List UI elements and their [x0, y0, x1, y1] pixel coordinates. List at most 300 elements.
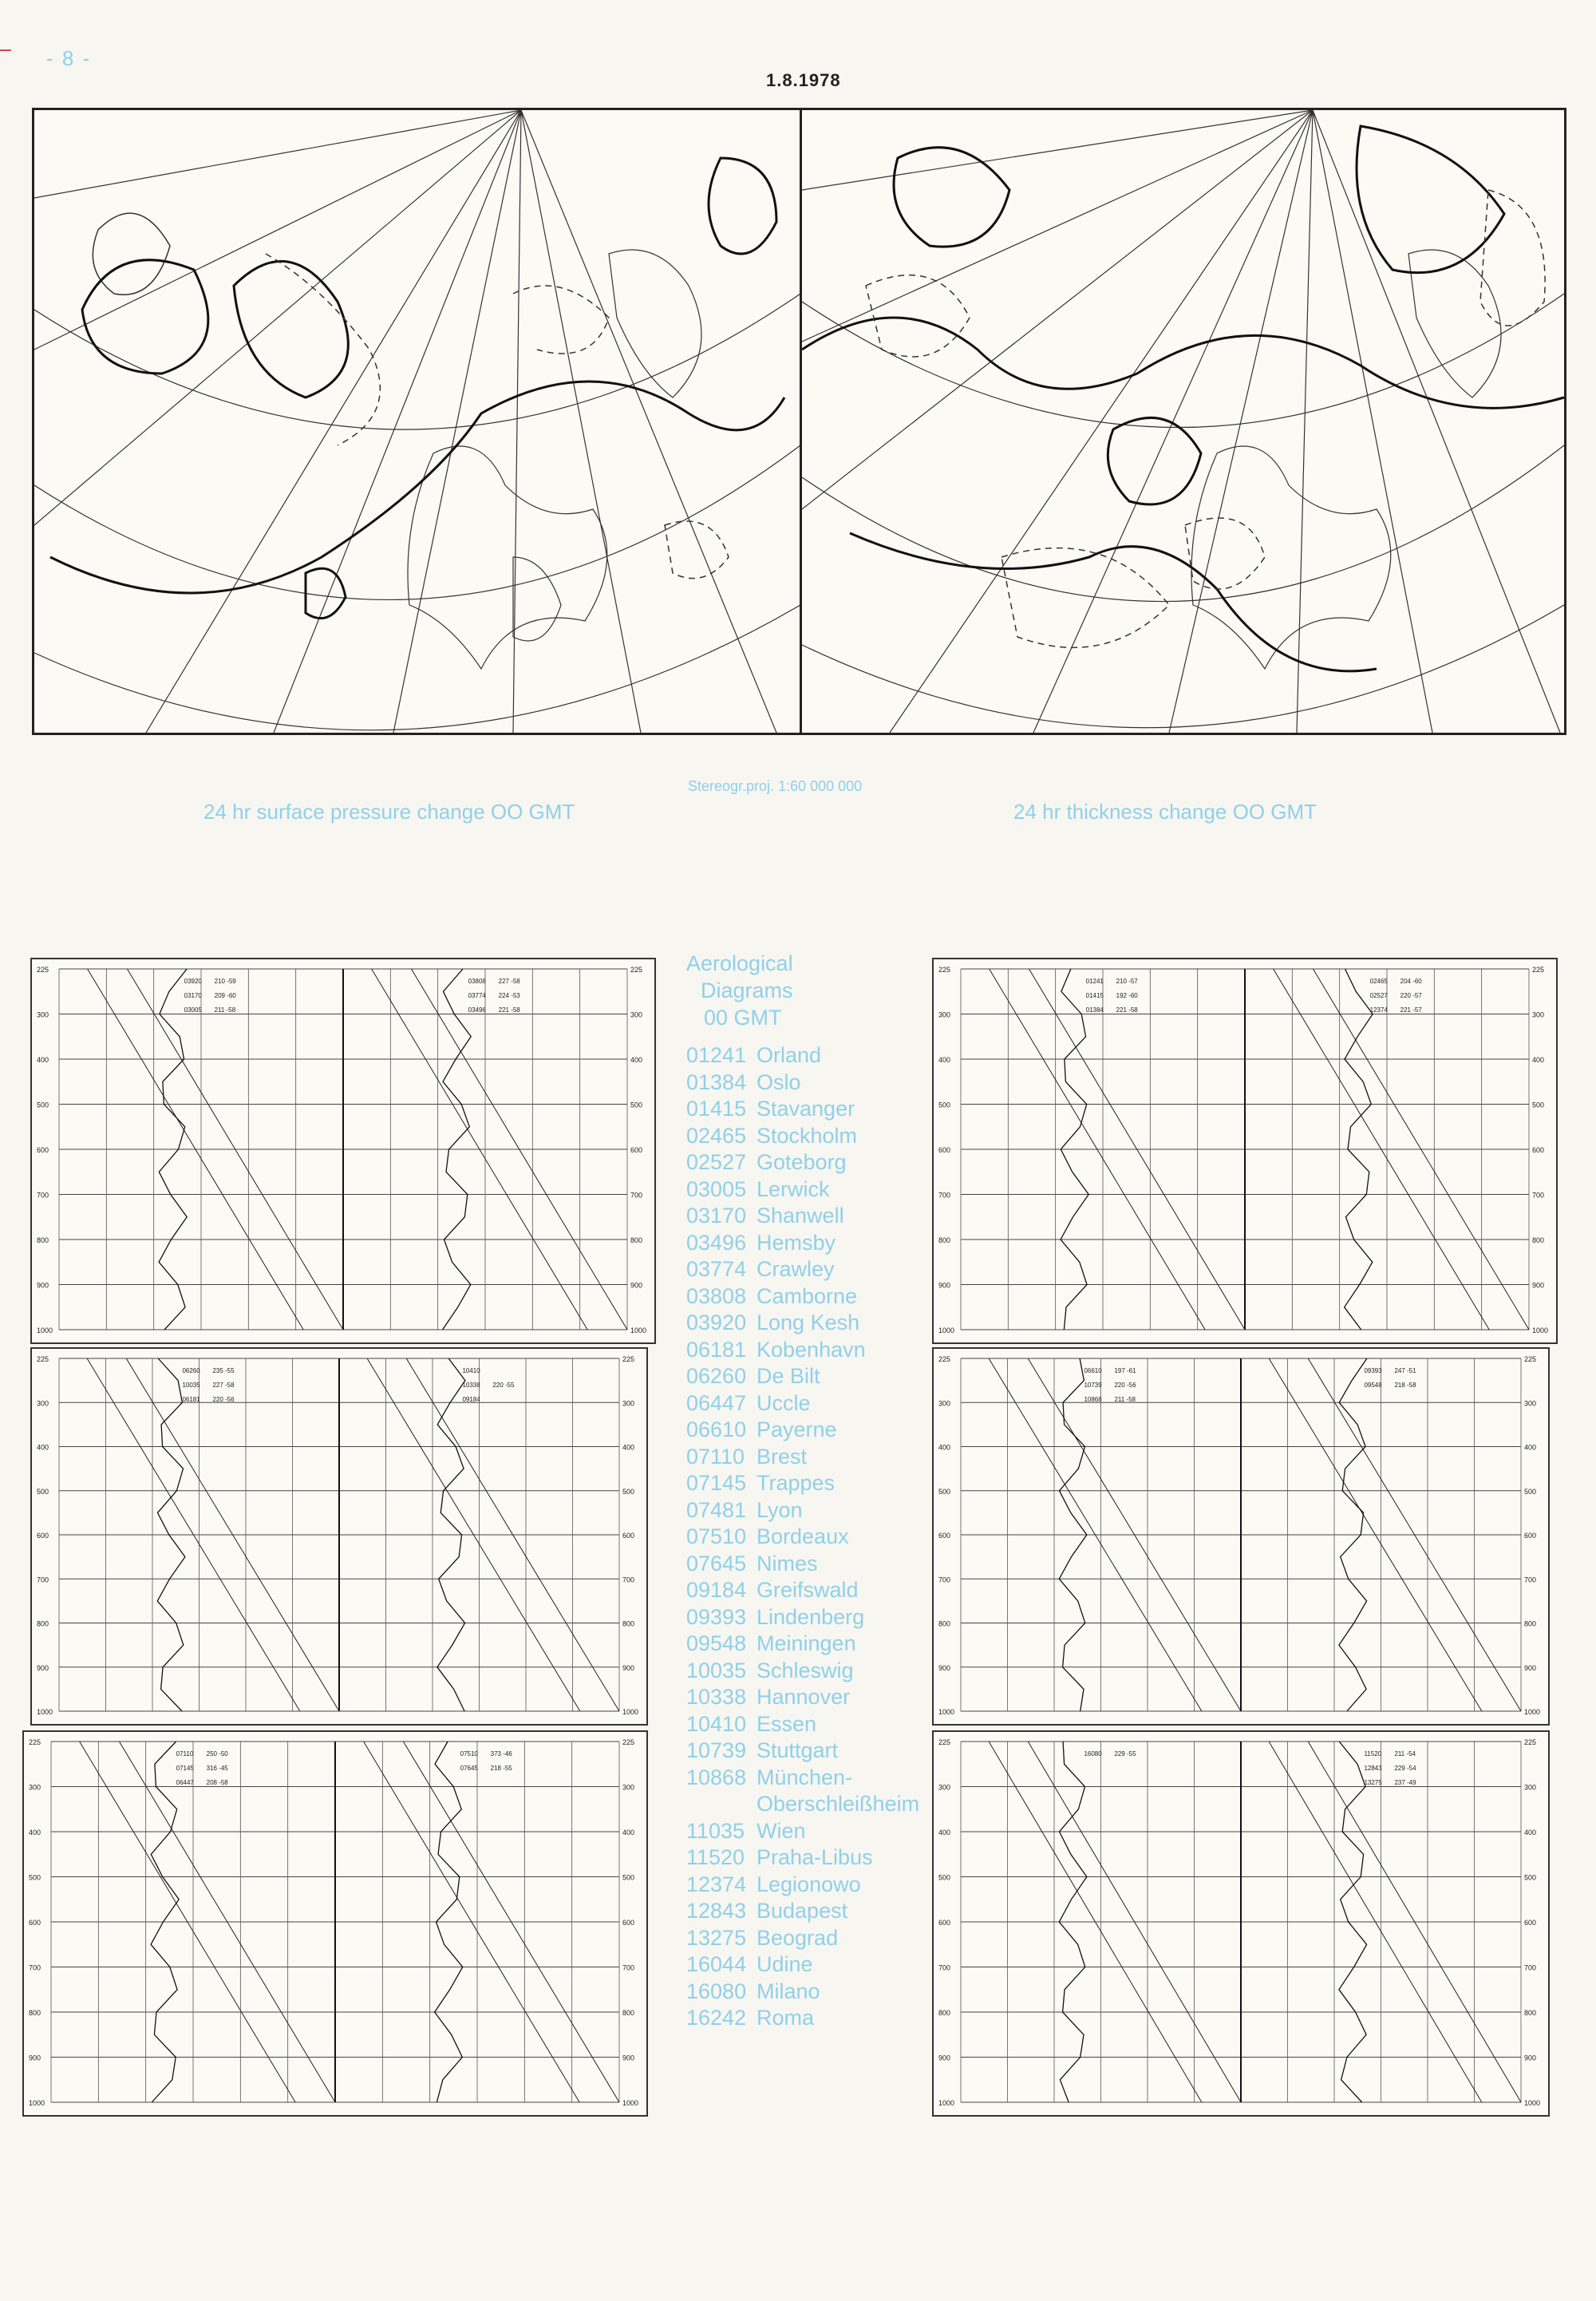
- station-row: [686, 1979, 926, 2006]
- station-code-label: 10035: [182, 1382, 200, 1389]
- station-value-label: 229 -55: [1114, 1750, 1136, 1757]
- station-name: Oslo: [757, 1069, 801, 1094]
- pressure-label: 1000: [938, 2099, 955, 2107]
- station-row: [686, 1711, 926, 1738]
- pressure-label: 800: [1524, 2009, 1537, 2017]
- pressure-label: 600: [622, 1532, 635, 1540]
- station-code-label: 13275: [1364, 1779, 1382, 1786]
- station-name: Orland: [757, 1043, 822, 1067]
- station-code-label: 06610: [1084, 1367, 1102, 1374]
- station-code: 10410: [686, 1711, 747, 1736]
- station-code: 10338: [686, 1685, 747, 1709]
- pressure-label: 400: [938, 1443, 951, 1452]
- station-value-label: 211 -58: [214, 1006, 236, 1014]
- station-value-label: 235 -55: [212, 1367, 235, 1374]
- station-row: [686, 1176, 926, 1204]
- station-value-label: 227 -58: [212, 1382, 235, 1389]
- station-code-label: 09184: [462, 1396, 480, 1403]
- station-code: 07110: [686, 1444, 745, 1469]
- station-row: [686, 1283, 926, 1311]
- pressure-label: 700: [622, 1963, 635, 1972]
- station-code-label: 01384: [1085, 1006, 1104, 1014]
- pressure-label: 300: [1524, 1783, 1537, 1792]
- station-name: Long Kesh: [757, 1311, 860, 1334]
- pressure-label: 700: [37, 1576, 49, 1584]
- pressure-label: 225: [1524, 1738, 1537, 1746]
- pressure-label: 300: [938, 1399, 951, 1408]
- station-row: [686, 1337, 926, 1364]
- station-row: [686, 1123, 926, 1150]
- station-row: [686, 1096, 926, 1123]
- station-value-label: 204 -60: [1400, 978, 1422, 985]
- station-value-label: 237 -49: [1394, 1779, 1416, 1786]
- pressure-label: 225: [938, 1738, 951, 1746]
- pressure-label: 225: [630, 966, 643, 974]
- pressure-label: 1000: [29, 2099, 45, 2107]
- pressure-label: 700: [1524, 1576, 1537, 1584]
- pressure-label: 800: [37, 1236, 49, 1244]
- thickness-change-map: [800, 108, 1566, 735]
- station-code-label: 10868: [1084, 1396, 1102, 1403]
- station-name: Uccle: [757, 1390, 811, 1415]
- pressure-label: 400: [630, 1056, 643, 1064]
- pressure-label: 800: [37, 1619, 49, 1628]
- pressure-label: 300: [37, 1010, 49, 1019]
- station-code: 10035: [686, 1658, 747, 1682]
- surface-pressure-change-map: [32, 108, 803, 735]
- pressure-label: 600: [938, 1532, 951, 1540]
- pressure-label: 900: [1524, 2054, 1537, 2062]
- station-value-label: 210 -57: [1116, 978, 1138, 985]
- station-code-label: 07110: [176, 1750, 194, 1757]
- station-name: Budapest: [757, 1899, 848, 1923]
- station-code: 06610: [686, 1417, 747, 1441]
- station-code: 09548: [686, 1631, 747, 1655]
- station-row: [686, 1042, 926, 1069]
- station-row: [686, 1524, 926, 1551]
- station-row: [686, 1444, 926, 1471]
- pressure-label: 225: [938, 1355, 951, 1363]
- pressure-label: 800: [630, 1236, 643, 1244]
- diagram-drawing: [24, 1732, 646, 2115]
- station-name: Oberschleißheim: [757, 1792, 920, 1816]
- station-code-label: 02465: [1369, 978, 1388, 985]
- diagram-drawing: [934, 959, 1556, 1342]
- pressure-label: 900: [938, 2054, 951, 2062]
- pressure-label: 800: [1524, 1619, 1537, 1628]
- station-list: [686, 1042, 926, 2032]
- pressure-label: 500: [1532, 1101, 1545, 1109]
- aerological-diagram: [932, 1347, 1550, 1726]
- pressure-label: 300: [29, 1783, 41, 1792]
- pressure-label: 1000: [938, 1326, 955, 1334]
- station-row: [686, 1951, 926, 1979]
- aerological-diagram: [30, 1347, 648, 1726]
- pressure-label: 500: [938, 1487, 951, 1496]
- pressure-label: 400: [622, 1443, 635, 1452]
- diagram-drawing: [934, 1732, 1548, 2115]
- caption-right-map: 24 hr thickness change OO GMT: [1013, 800, 1317, 824]
- station-code: 02527: [686, 1150, 747, 1174]
- station-name: Shanwell: [757, 1204, 844, 1228]
- station-name: Payerne: [757, 1417, 837, 1441]
- diagram-drawing: [32, 1349, 646, 1724]
- pressure-label: 500: [630, 1101, 643, 1109]
- station-value-label: 221 -57: [1400, 1006, 1422, 1014]
- pressure-label: 600: [938, 1146, 951, 1154]
- station-value-label: 373 -46: [490, 1750, 512, 1757]
- legend-title: [686, 950, 926, 1031]
- pressure-label: 400: [938, 1056, 951, 1064]
- station-code: 03808: [686, 1283, 747, 1308]
- pressure-label: 800: [938, 1619, 951, 1628]
- pressure-label: 900: [37, 1663, 49, 1672]
- margin-mark: [0, 49, 11, 51]
- station-value-label: 192 -60: [1116, 992, 1138, 999]
- station-code-label: 07510: [460, 1750, 478, 1757]
- station-value-label: 224 -53: [498, 992, 520, 999]
- pressure-label: 300: [37, 1399, 49, 1408]
- legend-title-line: Aerological: [686, 951, 793, 975]
- station-code-label: 09548: [1364, 1382, 1382, 1389]
- station-row: [686, 1738, 926, 1765]
- station-row: [686, 1872, 926, 1899]
- station-name: Kobenhavn: [757, 1337, 866, 1362]
- station-code-label: 06260: [182, 1367, 200, 1374]
- map-drawing: [34, 110, 800, 733]
- pressure-label: 800: [938, 1236, 951, 1244]
- station-name: Greifswald: [757, 1578, 859, 1602]
- station-code-label: 12843: [1364, 1765, 1382, 1772]
- station-name: Schleswig: [757, 1658, 854, 1682]
- station-value-label: 210 -59: [214, 978, 236, 985]
- station-code: 12843: [686, 1899, 747, 1923]
- station-code: 06181: [686, 1337, 747, 1362]
- station-code-label: 07145: [176, 1765, 194, 1772]
- station-row: [686, 1417, 926, 1444]
- pressure-label: 225: [622, 1355, 635, 1363]
- station-value-label: 221 -58: [1116, 1006, 1138, 1014]
- pressure-label: 600: [1524, 1919, 1537, 1927]
- pressure-label: 700: [1532, 1191, 1545, 1200]
- station-value-label: 221 -58: [498, 1006, 520, 1014]
- station-row: [686, 1069, 926, 1097]
- station-value-label: 197 -61: [1114, 1367, 1136, 1374]
- station-value-label: 229 -54: [1394, 1765, 1416, 1772]
- aerological-diagram: [22, 1730, 648, 2117]
- station-code: 11035: [686, 1818, 745, 1843]
- pressure-label: 225: [1532, 966, 1545, 974]
- station-name: Lyon: [757, 1497, 803, 1522]
- station-row: [686, 1844, 926, 1872]
- station-row: [686, 1577, 926, 1604]
- station-code: 16080: [686, 1979, 747, 2003]
- station-value-label: 247 -51: [1394, 1367, 1416, 1374]
- date-heading: 1.8.1978: [766, 70, 841, 90]
- pressure-label: 900: [37, 1281, 49, 1290]
- station-row: [686, 1898, 926, 1925]
- pressure-label: 225: [29, 1738, 41, 1746]
- station-code-label: 03808: [468, 978, 486, 985]
- pressure-label: 1000: [938, 1708, 955, 1716]
- pressure-label: 600: [29, 1919, 41, 1927]
- station-row: [686, 1256, 926, 1283]
- station-name: Brest: [757, 1444, 808, 1469]
- pressure-label: 400: [1532, 1056, 1545, 1064]
- legend-title-line: 00 GMT: [704, 1006, 782, 1030]
- pressure-label: 700: [938, 1191, 951, 1200]
- station-code-label: 11520: [1364, 1750, 1382, 1757]
- pressure-label: 900: [622, 2054, 635, 2062]
- pressure-label: 400: [37, 1443, 49, 1452]
- station-name: Hemsby: [757, 1230, 836, 1255]
- pressure-label: 600: [630, 1146, 643, 1154]
- station-value-label: 209 -60: [214, 992, 236, 999]
- station-row: [686, 1818, 926, 1845]
- pressure-label: 225: [1524, 1355, 1537, 1363]
- pressure-label: 1000: [622, 2099, 639, 2107]
- pressure-label: 500: [622, 1487, 635, 1496]
- station-code: 03774: [686, 1257, 747, 1281]
- station-code: 06260: [686, 1364, 747, 1388]
- station-name: Stockholm: [757, 1123, 858, 1148]
- pressure-label: 500: [622, 1873, 635, 1882]
- page-number: - 8 -: [46, 46, 92, 70]
- station-row: [686, 1390, 926, 1417]
- pressure-label: 400: [622, 1829, 635, 1836]
- station-name: Stavanger: [757, 1097, 855, 1121]
- station-name: Goteborg: [757, 1150, 847, 1174]
- pressure-label: 900: [622, 1663, 635, 1672]
- pressure-label: 300: [938, 1783, 951, 1792]
- pressure-label: 225: [622, 1738, 635, 1746]
- pressure-label: 400: [938, 1829, 951, 1836]
- diagram-drawing: [32, 959, 654, 1342]
- pressure-label: 400: [29, 1829, 41, 1836]
- station-code: 11520: [686, 1845, 745, 1869]
- station-row: [686, 1310, 926, 1337]
- station-name: Wien: [757, 1818, 806, 1843]
- pressure-label: 400: [1524, 1443, 1537, 1452]
- station-name: Beograd: [757, 1925, 839, 1950]
- station-value-label: 316 -45: [206, 1765, 228, 1772]
- station-name: Stuttgart: [757, 1738, 839, 1762]
- pressure-label: 800: [622, 2009, 635, 2017]
- station-row: [686, 1203, 926, 1230]
- station-row: [686, 1658, 926, 1685]
- station-code: 12374: [686, 1872, 747, 1896]
- station-code-label: 03170: [184, 992, 202, 999]
- pressure-label: 1000: [1532, 1326, 1549, 1334]
- pressure-label: 1000: [37, 1326, 53, 1334]
- pressure-label: 600: [37, 1146, 49, 1154]
- station-code: 10868: [686, 1765, 747, 1789]
- station-code: 03920: [686, 1311, 747, 1334]
- pressure-label: 600: [1532, 1146, 1545, 1154]
- pressure-label: 800: [622, 1619, 635, 1628]
- station-code: 01241: [686, 1043, 747, 1067]
- station-code: 03005: [686, 1176, 747, 1201]
- pressure-label: 500: [37, 1101, 49, 1109]
- pressure-label: 900: [630, 1281, 643, 1290]
- pressure-label: 225: [37, 966, 49, 974]
- station-name: Praha-Libus: [757, 1845, 873, 1869]
- pressure-label: 400: [37, 1056, 49, 1064]
- map-scale-note: Stereogr.proj. 1:60 000 000: [688, 778, 863, 794]
- pressure-label: 1000: [1524, 1708, 1541, 1716]
- pressure-label: 700: [630, 1191, 643, 1200]
- station-code: 01415: [686, 1097, 747, 1121]
- station-name: Essen: [757, 1711, 817, 1736]
- caption-left-map: 24 hr surface pressure change OO GMT: [203, 800, 575, 824]
- station-value-label: 220 -57: [1400, 992, 1422, 999]
- station-code: 07510: [686, 1524, 747, 1548]
- station-code-label: 03774: [468, 992, 486, 999]
- station-code-label: 01415: [1085, 992, 1104, 999]
- pressure-label: 1000: [37, 1708, 53, 1716]
- station-code-label: 12374: [1369, 1006, 1388, 1014]
- pressure-label: 900: [1524, 1663, 1537, 1672]
- aerological-legend: [686, 950, 926, 2032]
- station-code: 02465: [686, 1123, 747, 1148]
- station-row: [686, 1631, 926, 1658]
- station-code-label: 10410: [462, 1367, 480, 1374]
- station-row: [686, 1551, 926, 1578]
- station-code: 13275: [686, 1925, 747, 1950]
- station-code: 01384: [686, 1069, 747, 1094]
- station-name: Trappes: [757, 1471, 836, 1495]
- station-value-label: 211 -54: [1394, 1750, 1416, 1757]
- diagram-drawing: [934, 1349, 1548, 1724]
- station-name: Crawley: [757, 1257, 835, 1281]
- station-value-label: 218 -55: [490, 1765, 512, 1772]
- station-value-label: 227 -58: [498, 978, 520, 985]
- station-name: Camborne: [757, 1283, 858, 1308]
- pressure-label: 700: [1524, 1963, 1537, 1972]
- station-name: Lerwick: [757, 1176, 830, 1201]
- pressure-label: 500: [37, 1487, 49, 1496]
- legend-title-line: Diagrams: [701, 979, 793, 1002]
- station-name: Udine: [757, 1952, 813, 1976]
- pressure-label: 500: [1524, 1487, 1537, 1496]
- station-code-label: 03005: [184, 1006, 202, 1014]
- station-code-label: 06181: [182, 1396, 200, 1403]
- pressure-label: 500: [938, 1873, 951, 1882]
- station-name: Lindenberg: [757, 1604, 865, 1629]
- station-code-label: 01241: [1085, 978, 1104, 985]
- pressure-label: 300: [938, 1010, 951, 1019]
- station-name: Meiningen: [757, 1631, 856, 1655]
- station-name: München-: [757, 1765, 853, 1789]
- pressure-label: 700: [938, 1963, 951, 1972]
- station-code: 03170: [686, 1204, 747, 1228]
- pressure-label: 600: [1524, 1532, 1537, 1540]
- pressure-label: 500: [938, 1101, 951, 1109]
- station-code-label: 10739: [1084, 1382, 1102, 1389]
- pressure-label: 800: [29, 2009, 41, 2017]
- station-code-label: 06447: [176, 1779, 194, 1786]
- station-code-label: 09393: [1364, 1367, 1382, 1374]
- pressure-label: 700: [938, 1576, 951, 1584]
- pressure-label: 700: [29, 1963, 41, 1972]
- station-row: [686, 1497, 926, 1524]
- station-row: [686, 1149, 926, 1176]
- station-value-label: 250 -50: [206, 1750, 228, 1757]
- station-code: 03496: [686, 1230, 747, 1255]
- pressure-label: 300: [630, 1010, 643, 1019]
- station-name: De Bilt: [757, 1364, 820, 1388]
- pressure-label: 800: [938, 2009, 951, 2017]
- station-value-label: 208 -58: [206, 1779, 228, 1786]
- pressure-label: 800: [1532, 1236, 1545, 1244]
- pressure-label: 600: [37, 1532, 49, 1540]
- pressure-label: 600: [622, 1919, 635, 1927]
- station-code-label: 03496: [468, 1006, 486, 1014]
- aerological-diagram: [30, 958, 656, 1344]
- station-code: 10739: [686, 1738, 747, 1762]
- station-code: 07145: [686, 1471, 747, 1495]
- station-code: [686, 1791, 757, 1818]
- station-row: [686, 1765, 926, 1792]
- pressure-label: 900: [29, 2054, 41, 2062]
- station-value-label: 218 -58: [1394, 1382, 1416, 1389]
- station-name: Bordeaux: [757, 1524, 849, 1548]
- station-value-label: 220 -56: [212, 1396, 235, 1403]
- pressure-label: 300: [622, 1399, 635, 1408]
- station-value-label: 211 -58: [1114, 1396, 1136, 1403]
- station-row: [686, 1230, 926, 1257]
- station-code-label: 10338: [462, 1382, 480, 1389]
- pressure-label: 700: [622, 1576, 635, 1584]
- station-code: 16044: [686, 1952, 747, 1976]
- aerological-diagram: [932, 1730, 1550, 2117]
- pressure-label: 600: [938, 1919, 951, 1927]
- pressure-label: 225: [938, 966, 951, 974]
- station-code: 07645: [686, 1551, 747, 1576]
- station-name: Nimes: [757, 1551, 818, 1576]
- pressure-label: 400: [1524, 1829, 1537, 1836]
- station-code-label: 16080: [1084, 1750, 1102, 1757]
- pressure-label: 300: [622, 1783, 635, 1792]
- station-name: Roma: [757, 2006, 815, 2030]
- station-name: Legionowo: [757, 1872, 861, 1896]
- pressure-label: 900: [1532, 1281, 1545, 1290]
- station-name: Milano: [757, 1979, 820, 2003]
- station-row: [686, 1684, 926, 1711]
- pressure-label: 900: [938, 1281, 951, 1290]
- station-row: [686, 1791, 926, 1818]
- pressure-label: 700: [37, 1191, 49, 1200]
- station-value-label: 220 -56: [1114, 1382, 1136, 1389]
- pressure-label: 1000: [622, 1708, 639, 1716]
- station-row: [686, 2005, 926, 2032]
- pressure-label: 1000: [1524, 2099, 1541, 2107]
- station-code-label: 07645: [460, 1765, 478, 1772]
- station-row: [686, 1470, 926, 1497]
- pressure-label: 1000: [630, 1326, 647, 1334]
- pressure-label: 300: [1524, 1399, 1537, 1408]
- station-row: [686, 1604, 926, 1631]
- pressure-label: 300: [1532, 1010, 1545, 1019]
- map-drawing: [802, 110, 1564, 733]
- station-code-label: 03920: [184, 978, 202, 985]
- station-code: 09184: [686, 1578, 747, 1602]
- station-code: 16242: [686, 2006, 747, 2030]
- station-value-label: 220 -55: [492, 1382, 515, 1389]
- aerological-diagram: [932, 958, 1558, 1344]
- station-code-label: 02527: [1369, 992, 1388, 999]
- pressure-label: 900: [938, 1663, 951, 1672]
